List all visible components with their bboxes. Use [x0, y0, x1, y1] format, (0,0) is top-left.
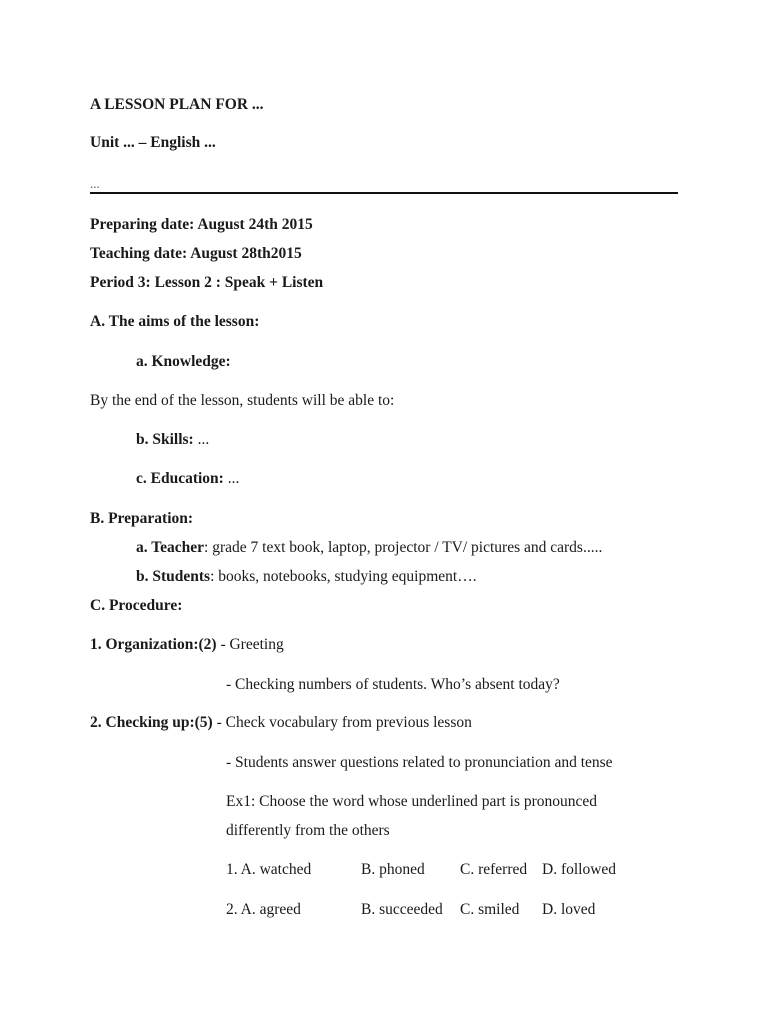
education-value: ...	[223, 470, 240, 487]
header-ellipsis: ...	[90, 176, 100, 191]
unit-line: Unit ... – English ...	[90, 134, 216, 151]
exercise-instruction-line1: Ex1: Choose the word whose underlined part is pronounced	[226, 793, 598, 810]
students-value: : books, notebooks, studying equipment….	[210, 568, 477, 585]
organization-label: 1. Organization:(2)	[90, 636, 217, 653]
document-title: A LESSON PLAN FOR ...	[90, 96, 264, 113]
checking-up-line	[90, 713, 472, 733]
organization-item-greeting: - Greeting	[216, 636, 284, 653]
checking-up-item-vocab: - Check vocabulary from previous lesson	[212, 714, 472, 731]
exercise-instruction-line2: differently from the others	[226, 822, 390, 839]
skills-value: ...	[193, 431, 210, 448]
skills-label: b. Skills:	[136, 431, 194, 448]
exercise-row-2-option-a: 2. A. agreed	[226, 901, 301, 918]
exercise-row-1-option-d: D. followed	[542, 861, 617, 878]
exercise-row-2-option-d: D. loved	[542, 901, 596, 918]
teacher-value: : grade 7 text book, laptop, projector / TV/ pictures and cards.....	[204, 539, 603, 556]
preparation-heading: B. Preparation:	[90, 510, 194, 527]
exercise-row-1-option-c: C. referred	[460, 861, 528, 878]
aims-heading: A. The aims of the lesson:	[90, 313, 260, 330]
education-label: c. Education:	[136, 470, 224, 487]
checking-up-item-questions: - Students answer questions related to pronunciation and tense	[226, 754, 613, 771]
teacher-label: a. Teacher	[136, 539, 205, 556]
period-line: Period 3: Lesson 2 : Speak + Listen	[90, 274, 324, 291]
exercise-row-2-option-c: C. smiled	[460, 901, 520, 918]
exercise-row-2-option-b: B. succeeded	[361, 901, 443, 918]
checking-up-label: 2. Checking up:(5)	[90, 714, 213, 731]
students-label: b. Students	[136, 568, 211, 585]
exercise-row-1-option-b: B. phoned	[361, 861, 425, 878]
organization-line	[90, 635, 284, 655]
organization-item-checking: - Checking numbers of students. Who’s absent today?	[226, 676, 560, 693]
procedure-heading: C. Procedure:	[90, 597, 183, 614]
aims-intro: By the end of the lesson, students will be able to:	[90, 392, 395, 409]
education-line	[136, 469, 239, 489]
header-divider	[90, 192, 678, 194]
teaching-date: Teaching date: August 28th2015	[90, 245, 302, 262]
students-line	[136, 567, 477, 587]
preparing-date: Preparing date: August 24th 2015	[90, 216, 313, 233]
teacher-line	[136, 538, 602, 558]
skills-line	[136, 430, 209, 450]
exercise-row-1-option-a: 1. A. watched	[226, 861, 312, 878]
knowledge-label: a. Knowledge:	[136, 353, 231, 370]
